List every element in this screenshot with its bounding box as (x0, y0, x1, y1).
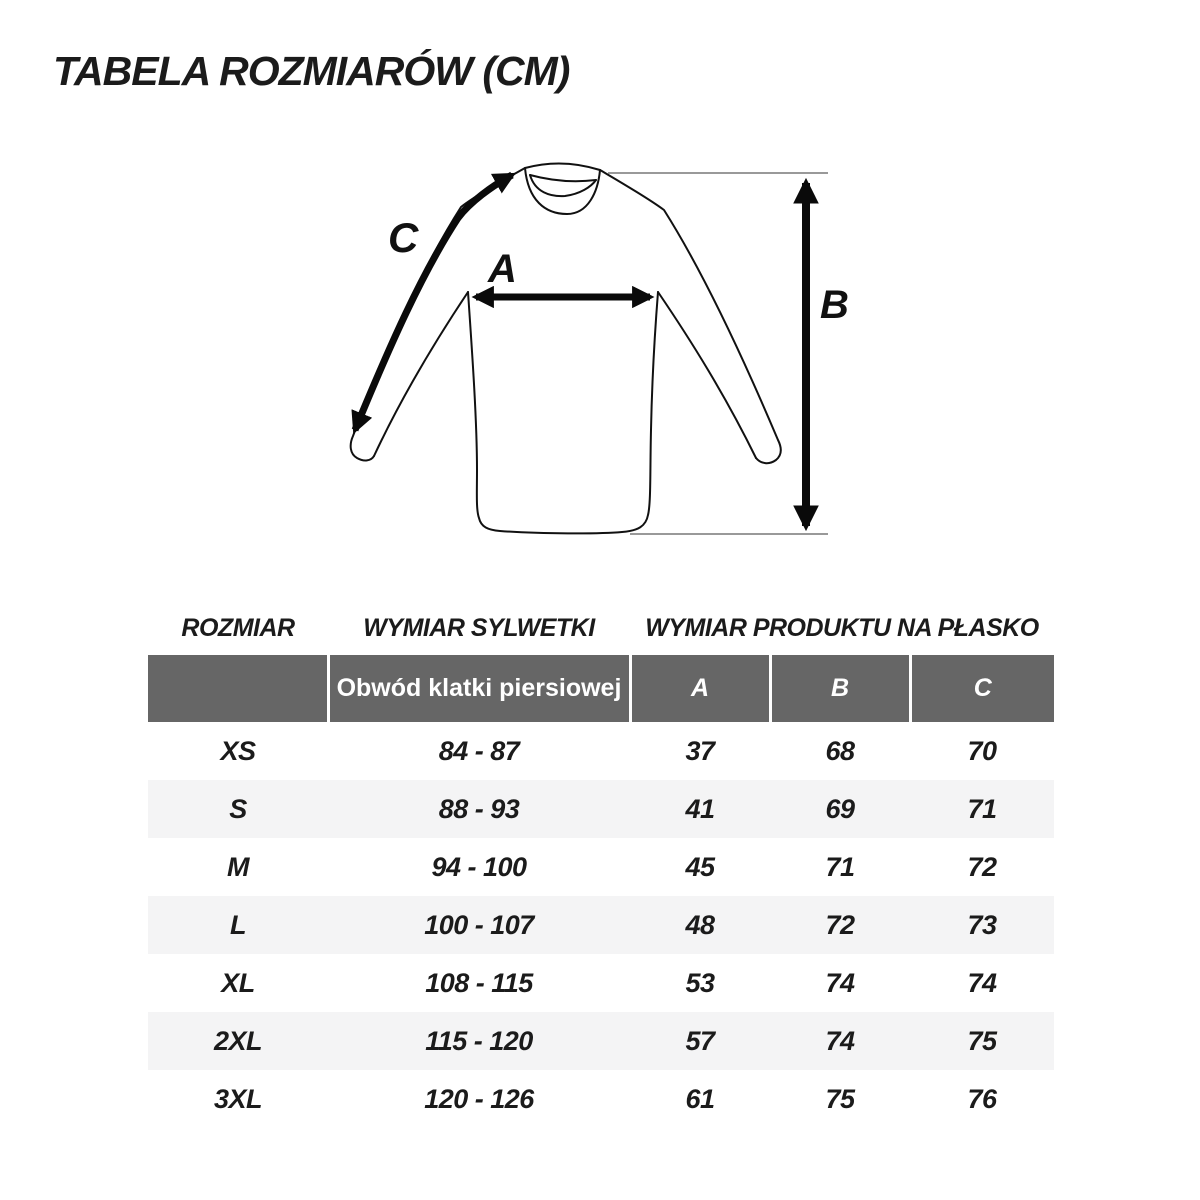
table-row (148, 838, 1054, 896)
b-value-cell: 74 (770, 1012, 910, 1070)
chest-range-cell: 88 - 93 (328, 780, 630, 838)
table-row (148, 1070, 1054, 1128)
size-table-body (148, 722, 1054, 1128)
size-cell: 3XL (213, 1083, 263, 1114)
header-cell-empty (148, 655, 328, 722)
chest-range-cell: 108 - 115 (425, 967, 533, 998)
size-cell: 2XL (148, 1012, 328, 1070)
b-value-cell: 71 (825, 851, 855, 882)
table-row (148, 1012, 1054, 1070)
chest-range-cell: 120 - 126 (424, 1083, 534, 1114)
header-cell-chest: Obwód klatki piersiowej (328, 655, 630, 722)
c-value-cell: 76 (967, 1083, 997, 1114)
header-cell-b: B (770, 655, 910, 722)
a-value-cell: 48 (630, 896, 770, 954)
chest-range-cell: 94 - 100 (431, 851, 527, 882)
b-value-cell: 69 (770, 780, 910, 838)
table-row (148, 954, 1054, 1012)
table-row (148, 896, 1054, 954)
size-cell: XS (220, 735, 256, 766)
c-value-cell: 73 (910, 896, 1054, 954)
b-value-cell: 68 (825, 735, 855, 766)
a-value-cell: 45 (685, 851, 715, 882)
table-row (148, 780, 1054, 838)
measurement-label-b: B (820, 283, 849, 327)
group-header-sylwetka: WYMIAR SYLWETKI (363, 614, 595, 642)
c-value-cell: 75 (910, 1012, 1054, 1070)
size-table (148, 655, 1054, 1128)
a-value-cell: 37 (685, 735, 715, 766)
shirt-measurement-drawing (300, 130, 880, 570)
a-value-cell: 41 (630, 780, 770, 838)
b-value-cell: 75 (825, 1083, 855, 1114)
header-cell-c: C (910, 655, 1054, 722)
sleeve-measure-arrow-c (355, 175, 512, 430)
size-cell: XL (221, 967, 255, 998)
group-header-rozmiar: ROZMIAR (181, 614, 295, 642)
size-cell: L (148, 896, 328, 954)
c-value-cell: 70 (967, 735, 997, 766)
c-value-cell: 74 (967, 967, 997, 998)
c-value-cell: 72 (967, 851, 997, 882)
group-header-produkt: WYMIAR PRODUKTU NA PŁASKO (645, 614, 1039, 642)
size-table-header (148, 655, 1054, 722)
page-title: TABELA ROZMIARÓW (CM) (53, 48, 570, 94)
size-cell: M (227, 851, 249, 882)
chest-range-cell: 100 - 107 (328, 896, 630, 954)
header-row (148, 655, 1054, 722)
header-cell-a: A (630, 655, 770, 722)
chest-range-cell: 115 - 120 (328, 1012, 630, 1070)
measurement-label-a: A (488, 247, 517, 291)
chest-range-cell: 84 - 87 (438, 735, 520, 766)
table-row (148, 722, 1054, 780)
a-value-cell: 61 (685, 1083, 715, 1114)
size-cell: S (148, 780, 328, 838)
b-value-cell: 72 (770, 896, 910, 954)
measurement-label-c: C (388, 214, 419, 261)
garment-diagram (300, 130, 880, 570)
b-value-cell: 74 (825, 967, 855, 998)
a-value-cell: 57 (630, 1012, 770, 1070)
c-value-cell: 71 (910, 780, 1054, 838)
table-group-headers (0, 610, 1200, 646)
a-value-cell: 53 (685, 967, 715, 998)
